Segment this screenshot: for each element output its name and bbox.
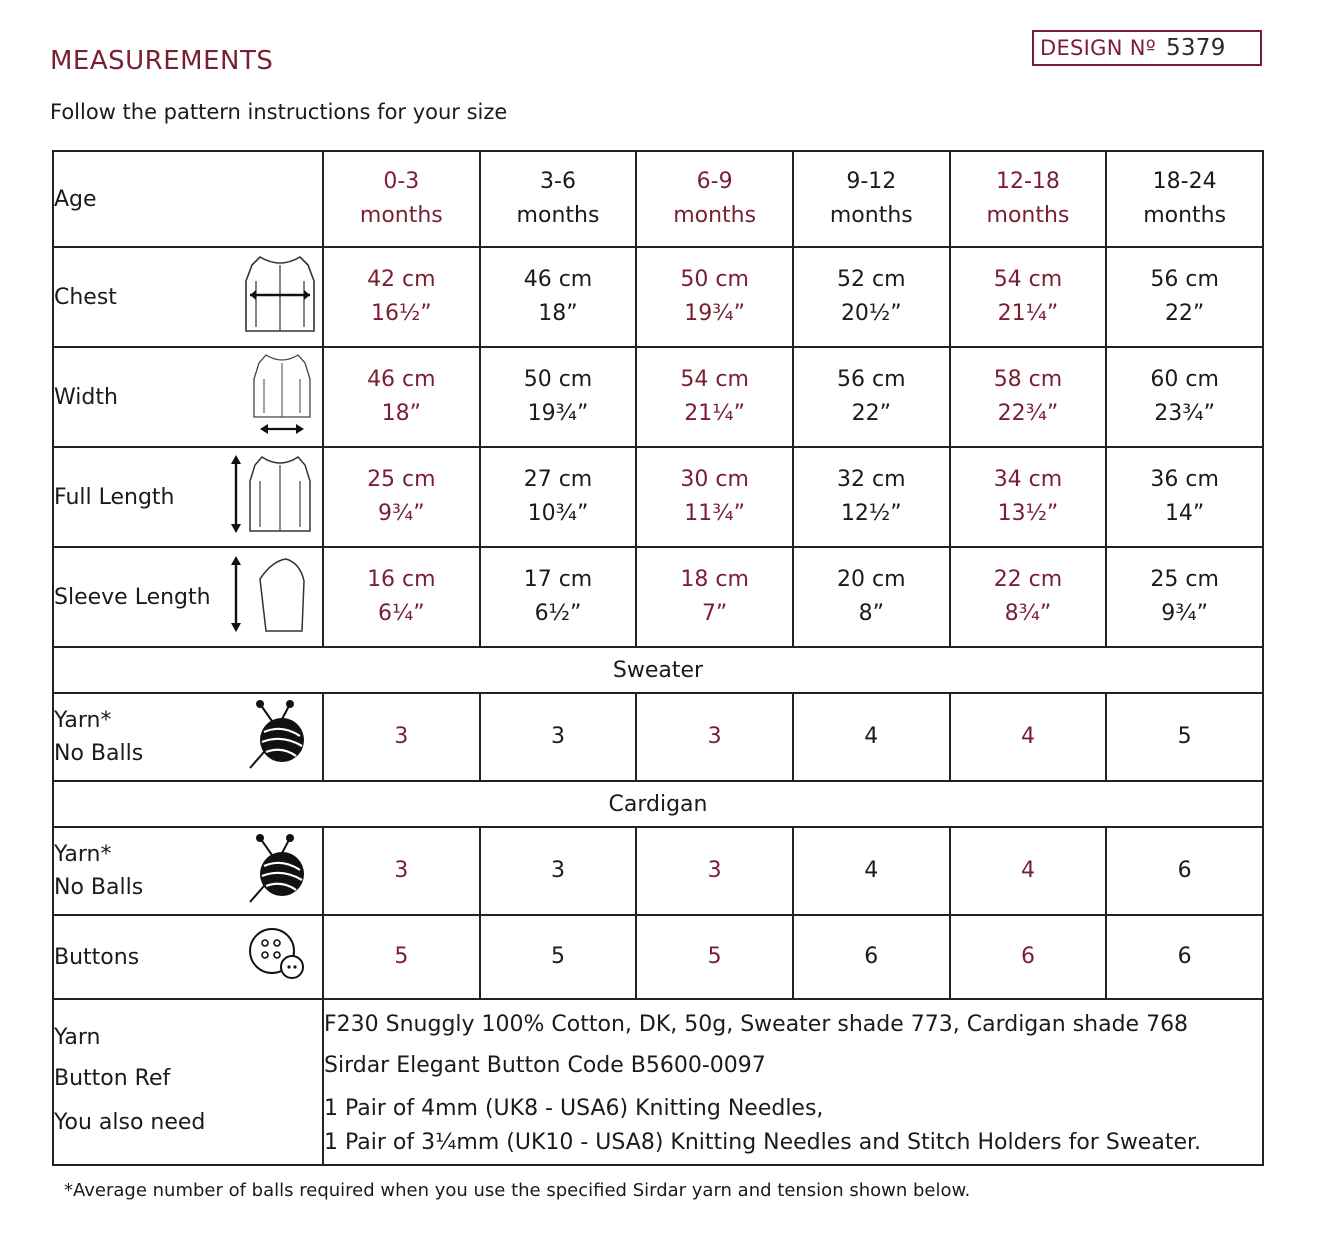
- cardigan-yarn-row: [53, 827, 1263, 915]
- sleeve-length-cell: [793, 547, 950, 647]
- measure-cm: 46 cm: [523, 267, 593, 292]
- sleeve-length-cell: [1106, 547, 1263, 647]
- buttons-cell: 6: [1106, 915, 1263, 999]
- yarn-info-value: F230 Snuggly 100% Cotton, DK, 50g, Sweater shade 773, Cardigan shade 768: [324, 1012, 1189, 1037]
- width-row: [53, 347, 1263, 447]
- cardigan-heading-row: [53, 781, 1263, 827]
- sweater-yarn-row: [53, 693, 1263, 781]
- footnote: *Average number of balls required when you use the specified Sirdar yarn and tension shown below.: [64, 1180, 971, 1201]
- age-range: 0-3: [383, 169, 420, 194]
- measure-in: 8”: [858, 601, 884, 626]
- age-cell: [950, 151, 1107, 247]
- chest-cell: [793, 247, 950, 347]
- yarn-ball-icon: [246, 698, 310, 776]
- age-cell: [480, 151, 637, 247]
- button-icon: [246, 923, 310, 991]
- button-ref-value: Sirdar Elegant Button Code B5600-0097: [324, 1053, 766, 1078]
- materials-row: [53, 999, 1263, 1165]
- age-range: 18-24: [1152, 169, 1217, 194]
- measure-cm: 54 cm: [993, 267, 1063, 292]
- sweater-balls-cell: 3: [323, 693, 480, 781]
- materials-values-cell: [323, 999, 1263, 1165]
- measure-in: 16½”: [370, 301, 432, 326]
- also-need-line-2: 1 Pair of 3¼mm (UK10 - USA8) Knitting Needles and Stitch Holders for Sweater.: [324, 1130, 1202, 1155]
- age-unit: months: [516, 203, 600, 228]
- cardigan-balls-cell: 6: [1106, 827, 1263, 915]
- buttons-label-cell: [53, 915, 323, 999]
- measure-in: 9¾”: [377, 501, 425, 526]
- width-cell: [636, 347, 793, 447]
- buttons-row: [53, 915, 1263, 999]
- length-garment-icon: [226, 451, 316, 543]
- width-garment-icon: [250, 351, 314, 443]
- measure-cm: 30 cm: [680, 467, 749, 492]
- measure-cm: 52 cm: [837, 267, 906, 292]
- width-cell: [323, 347, 480, 447]
- chest-cell: [323, 247, 480, 347]
- buttons-cell: 5: [323, 915, 480, 999]
- age-range: 3-6: [540, 169, 576, 194]
- measure-in: 19¾”: [684, 301, 745, 326]
- buttons-cell: 5: [636, 915, 793, 999]
- sweater-heading: Sweater: [53, 647, 1263, 693]
- measure-in: 21¼”: [997, 301, 1059, 326]
- sleeve-length-cell: [636, 547, 793, 647]
- measure-cm: 54 cm: [680, 367, 749, 392]
- measure-cm: 16 cm: [367, 567, 436, 592]
- sweater-balls-cell: 4: [950, 693, 1107, 781]
- buttons-cell: 6: [950, 915, 1107, 999]
- cardigan-balls-cell: 4: [793, 827, 950, 915]
- yarn-ball-icon: [246, 832, 310, 910]
- no-balls-label: No Balls: [54, 875, 144, 900]
- measure-cm: 36 cm: [1150, 467, 1219, 492]
- measure-in: 22¾”: [997, 401, 1059, 426]
- measure-in: 21¼”: [684, 401, 745, 426]
- chest-cell: [636, 247, 793, 347]
- full-length-cell: [1106, 447, 1263, 547]
- width-label: Width: [54, 384, 118, 410]
- width-cell: [793, 347, 950, 447]
- measure-cm: 42 cm: [367, 267, 436, 292]
- measure-cm: 50 cm: [523, 367, 593, 392]
- age-range: 9-12: [846, 169, 897, 194]
- page-heading: MEASUREMENTS: [50, 46, 274, 76]
- measure-cm: 22 cm: [993, 567, 1063, 592]
- sleeve-length-cell: [323, 547, 480, 647]
- measure-in: 18”: [538, 301, 578, 326]
- measure-cm: 25 cm: [367, 467, 436, 492]
- age-cell: [323, 151, 480, 247]
- age-unit: months: [673, 203, 757, 228]
- measure-cm: 34 cm: [993, 467, 1063, 492]
- cardigan-balls-cell: 3: [636, 827, 793, 915]
- measurements-table: [52, 150, 1264, 1166]
- measure-in: 20½”: [840, 301, 902, 326]
- measure-in: 7”: [701, 601, 728, 626]
- also-need-label: You also need: [54, 1110, 206, 1135]
- yarn-label: Yarn*: [54, 708, 112, 733]
- age-label: Age: [54, 186, 97, 212]
- chest-label-cell: [53, 247, 323, 347]
- sleeve-length-row: [53, 547, 1263, 647]
- measure-in: 6½”: [534, 601, 582, 626]
- cardigan-heading: Cardigan: [53, 781, 1263, 827]
- full-length-label: Full Length: [54, 484, 175, 510]
- measure-cm: 17 cm: [523, 567, 593, 592]
- age-label-cell: [53, 151, 323, 247]
- measure-cm: 32 cm: [837, 467, 906, 492]
- age-range: 12-18: [995, 169, 1060, 194]
- also-need-line-1: 1 Pair of 4mm (UK8 - USA6) Knitting Needles,: [324, 1096, 824, 1121]
- buttons-cell: 6: [793, 915, 950, 999]
- full-length-cell: [323, 447, 480, 547]
- measure-in: 12½”: [840, 501, 902, 526]
- sweater-balls-cell: 3: [480, 693, 637, 781]
- yarn-label: Yarn*: [54, 842, 112, 867]
- buttons-label: Buttons: [54, 944, 140, 970]
- sleeve-length-label-cell: [53, 547, 323, 647]
- yarn-info-label: Yarn: [54, 1025, 101, 1050]
- sweater-balls-cell: 4: [793, 693, 950, 781]
- chest-garment-icon: [240, 251, 320, 343]
- sweater-balls-cell: 3: [636, 693, 793, 781]
- measure-in: 9¾”: [1161, 601, 1208, 626]
- sleeve-icon: [226, 551, 316, 643]
- cardigan-balls-cell: 3: [323, 827, 480, 915]
- age-unit: months: [986, 203, 1070, 228]
- width-cell: [480, 347, 637, 447]
- measure-cm: 25 cm: [1150, 567, 1219, 592]
- chest-cell: [480, 247, 637, 347]
- measure-cm: 58 cm: [993, 367, 1063, 392]
- full-length-cell: [793, 447, 950, 547]
- measure-in: 6¼”: [377, 601, 425, 626]
- full-length-cell: [480, 447, 637, 547]
- design-number: 5379: [1165, 35, 1226, 61]
- full-length-cell: [636, 447, 793, 547]
- age-unit: months: [359, 203, 443, 228]
- measure-cm: 56 cm: [837, 367, 906, 392]
- cardigan-balls-cell: 4: [950, 827, 1107, 915]
- measure-in: 11¾”: [684, 501, 745, 526]
- sweater-heading-row: [53, 647, 1263, 693]
- age-cell: [1106, 151, 1263, 247]
- measure-in: 14”: [1164, 501, 1205, 526]
- full-length-cell: [950, 447, 1107, 547]
- sleeve-length-label: Sleeve Length: [54, 584, 211, 610]
- measure-cm: 50 cm: [680, 267, 749, 292]
- measure-in: 10¾”: [527, 501, 589, 526]
- chest-row: [53, 247, 1263, 347]
- design-number-box: [1032, 30, 1262, 66]
- age-cell: [636, 151, 793, 247]
- measure-in: 18”: [381, 401, 422, 426]
- cardigan-balls-cell: 3: [480, 827, 637, 915]
- subtitle: Follow the pattern instructions for your size: [50, 100, 508, 124]
- no-balls-label: No Balls: [54, 741, 144, 766]
- chest-cell: [1106, 247, 1263, 347]
- measure-cm: 18 cm: [680, 567, 749, 592]
- measure-cm: 27 cm: [523, 467, 593, 492]
- sweater-balls-cell: 5: [1106, 693, 1263, 781]
- measure-cm: 46 cm: [367, 367, 436, 392]
- full-length-row: [53, 447, 1263, 547]
- age-row: [53, 151, 1263, 247]
- measure-in: 13½”: [997, 501, 1059, 526]
- sleeve-length-cell: [950, 547, 1107, 647]
- measure-cm: 20 cm: [837, 567, 906, 592]
- sleeve-length-cell: [480, 547, 637, 647]
- age-unit: months: [829, 203, 913, 228]
- design-label: DESIGN Nº: [1040, 36, 1156, 60]
- sweater-yarn-label-cell: [53, 693, 323, 781]
- materials-labels-cell: [53, 999, 323, 1165]
- width-label-cell: [53, 347, 323, 447]
- width-cell: [1106, 347, 1263, 447]
- age-unit: months: [1143, 203, 1227, 228]
- measure-in: 19¾”: [527, 401, 589, 426]
- full-length-label-cell: [53, 447, 323, 547]
- age-cell: [793, 151, 950, 247]
- measure-cm: 60 cm: [1150, 367, 1219, 392]
- button-ref-label: Button Ref: [54, 1066, 171, 1091]
- measure-cm: 56 cm: [1150, 267, 1219, 292]
- measure-in: 22”: [851, 401, 891, 426]
- chest-cell: [950, 247, 1107, 347]
- age-range: 6-9: [696, 169, 733, 194]
- buttons-cell: 5: [480, 915, 637, 999]
- measure-in: 23¾”: [1154, 401, 1215, 426]
- width-cell: [950, 347, 1107, 447]
- measure-in: 22”: [1164, 301, 1205, 326]
- chest-label: Chest: [54, 284, 117, 310]
- measure-in: 8¾”: [1004, 601, 1052, 626]
- cardigan-yarn-label-cell: [53, 827, 323, 915]
